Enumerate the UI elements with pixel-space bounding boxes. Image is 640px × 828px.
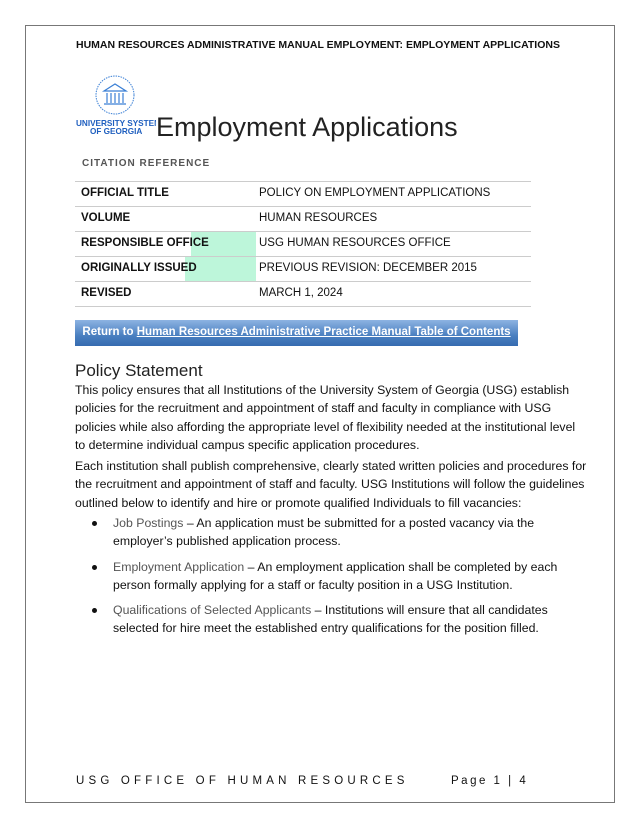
policy-paragraph-2 — [75, 457, 586, 512]
row-value: HUMAN RESOURCES — [259, 212, 378, 224]
text-line: outlined below to identify and hire or promote qualified Individuals to fill vacancies: — [75, 495, 522, 510]
bullet-term: Employment Application — [113, 560, 245, 574]
section-heading: Policy Statement — [75, 361, 203, 380]
row-key: RESPONSIBLE OFFICE — [81, 237, 209, 249]
table-row — [75, 182, 531, 207]
svg-text:UNIVERSITY SYSTEM: UNIVERSITY SYSTEM — [76, 119, 156, 128]
bullet-term: Qualifications of Selected Applicants — [113, 603, 312, 617]
bullet-item — [113, 601, 548, 638]
page-number: Page 1 | 4 — [451, 775, 529, 787]
table-row — [75, 232, 531, 257]
footer-office: USG OFFICE OF HUMAN RESOURCES — [76, 775, 409, 787]
bullet-text: employer’s published application process. — [113, 534, 341, 549]
row-key: OFFICIAL TITLE — [81, 187, 169, 199]
text-line: Each institution shall publish comprehensive, clearly stated written policies and procedures for — [75, 459, 587, 473]
table-row — [75, 257, 531, 282]
page-title: Employment Applications — [156, 112, 458, 142]
bullet-item — [113, 558, 557, 595]
usg-logo — [76, 74, 156, 136]
row-key: VOLUME — [81, 212, 131, 224]
text-line: policies while also affording the appropriate level of flexibility needed at the institutional level — [75, 419, 576, 434]
row-key: ORIGINALLY ISSUED — [81, 262, 197, 274]
text-line: the recruitment and appointment of staff and faculty. USG Institutions will follow the guidelines — [75, 477, 585, 492]
citation-reference-label: CITATION REFERENCE — [82, 158, 211, 169]
bullet-text: – An application must be submitted for a posted vacancy via the — [183, 516, 535, 530]
table-row — [75, 207, 531, 232]
toc-link[interactable]: Human Resources Administrative Practice Manual Table of Contents — [136, 326, 511, 338]
return-to-toc-banner — [75, 320, 518, 346]
bullet-icon — [92, 608, 97, 613]
text-line: to determine individual campus specific application procedures. — [75, 437, 420, 452]
text-line: policies for the recruitment and appointment of staff and faculty in compliance with USG — [75, 401, 552, 416]
svg-text:OF GEORGIA: OF GEORGIA — [90, 127, 143, 136]
bullet-text: – Institutions will ensure that all candidates — [311, 603, 548, 617]
bullet-text: person formally applying for a staff or faculty position in a USG Institution. — [113, 578, 513, 593]
policy-paragraph-1 — [75, 381, 575, 454]
row-value: PREVIOUS REVISION: DECEMBER 2015 — [259, 262, 477, 274]
row-key: REVISED — [81, 287, 132, 299]
usg-seal-icon — [76, 74, 156, 136]
bullet-icon — [92, 521, 97, 526]
bullet-text: – An employment application shall be completed by each — [244, 560, 558, 574]
row-value: USG HUMAN RESOURCES OFFICE — [259, 237, 451, 249]
bullet-text: selected for hire meet the established entry qualifications for the position filled. — [113, 621, 539, 636]
row-value: POLICY ON EMPLOYMENT APPLICATIONS — [259, 187, 491, 199]
return-prefix: Return to — [82, 326, 137, 338]
citation-table — [75, 181, 531, 307]
table-row — [75, 282, 531, 307]
row-value: MARCH 1, 2024 — [259, 287, 343, 299]
text-line: This policy ensures that all Institutions of the University System of Georgia (USG) establish — [75, 383, 570, 397]
bullet-term: Job Postings — [113, 516, 184, 530]
running-header: HUMAN RESOURCES ADMINISTRATIVE MANUAL EMPLOYMENT: EMPLOYMENT APPLICATIONS — [76, 39, 560, 51]
bullet-icon — [92, 565, 97, 570]
bullet-item — [113, 514, 534, 551]
